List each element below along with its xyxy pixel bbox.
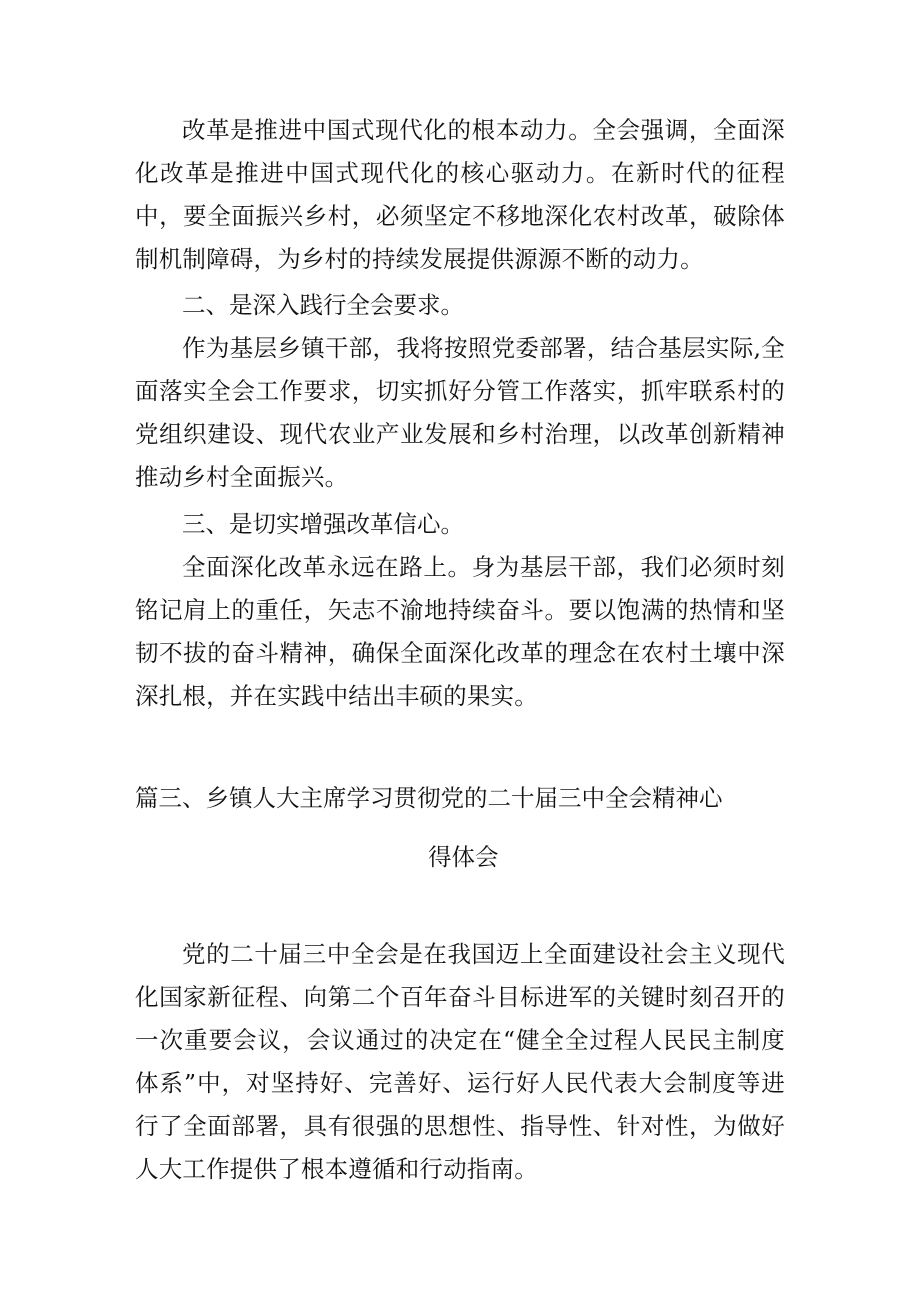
heading-strengthen-confidence: 三、是切实增强改革信心。 xyxy=(182,510,464,538)
paragraph-third-plenum: 党的二十届三中全会是在我国迈上全面建设社会主义现代化国家新征程、向第二个百年奋斗目标进军的关键时刻召开的一次重要会议，会议通过的决定在“健全全过程人民民主制度体系”中，对坚持好、完善好、运行好人民代表大会制度等进行了全面部署，具有很强的思想性、指导性、针对性，为做好人大工作提供了根本遵循和行动指南。 xyxy=(135,940,785,1183)
paragraph-grassroots-cadre: 作为基层乡镇干部，我将按照党委部署，结合基层实际,全面落实全会工作要求，切实抓好分管工作落实，抓牢联系村的党组织建设、现代农业产业发展和乡村治理，以改革创新精神推动乡村全面振兴。 xyxy=(135,334,785,491)
heading-implement-requirements: 二、是深入践行全会要求。 xyxy=(182,291,464,319)
section-title-line-2: 得体会 xyxy=(428,843,499,871)
section-title-line-1: 篇三、乡镇人大主席学习贯彻党的二十届三中全会精神心 xyxy=(135,784,723,812)
paragraph-deepen-reform: 全面深化改革永远在路上。身为基层干部，我们必须时刻铭记肩上的重任，矢志不渝地持续奋斗。要以饱满的热情和坚韧不拔的奋斗精神，确保全面深化改革的理念在农村土壤中深深扎根，并在实践中结出丰硕的果实。 xyxy=(135,553,785,710)
paragraph-reform-driving-force: 改革是推进中国式现代化的根本动力。全会强调，全面深化改革是推进中国式现代化的核心驱动力。在新时代的征程中，要全面振兴乡村，必须坚定不移地深化农村改革，破除体制机制障碍，为乡村的持续发展提供源源不断的动力。 xyxy=(135,116,785,273)
